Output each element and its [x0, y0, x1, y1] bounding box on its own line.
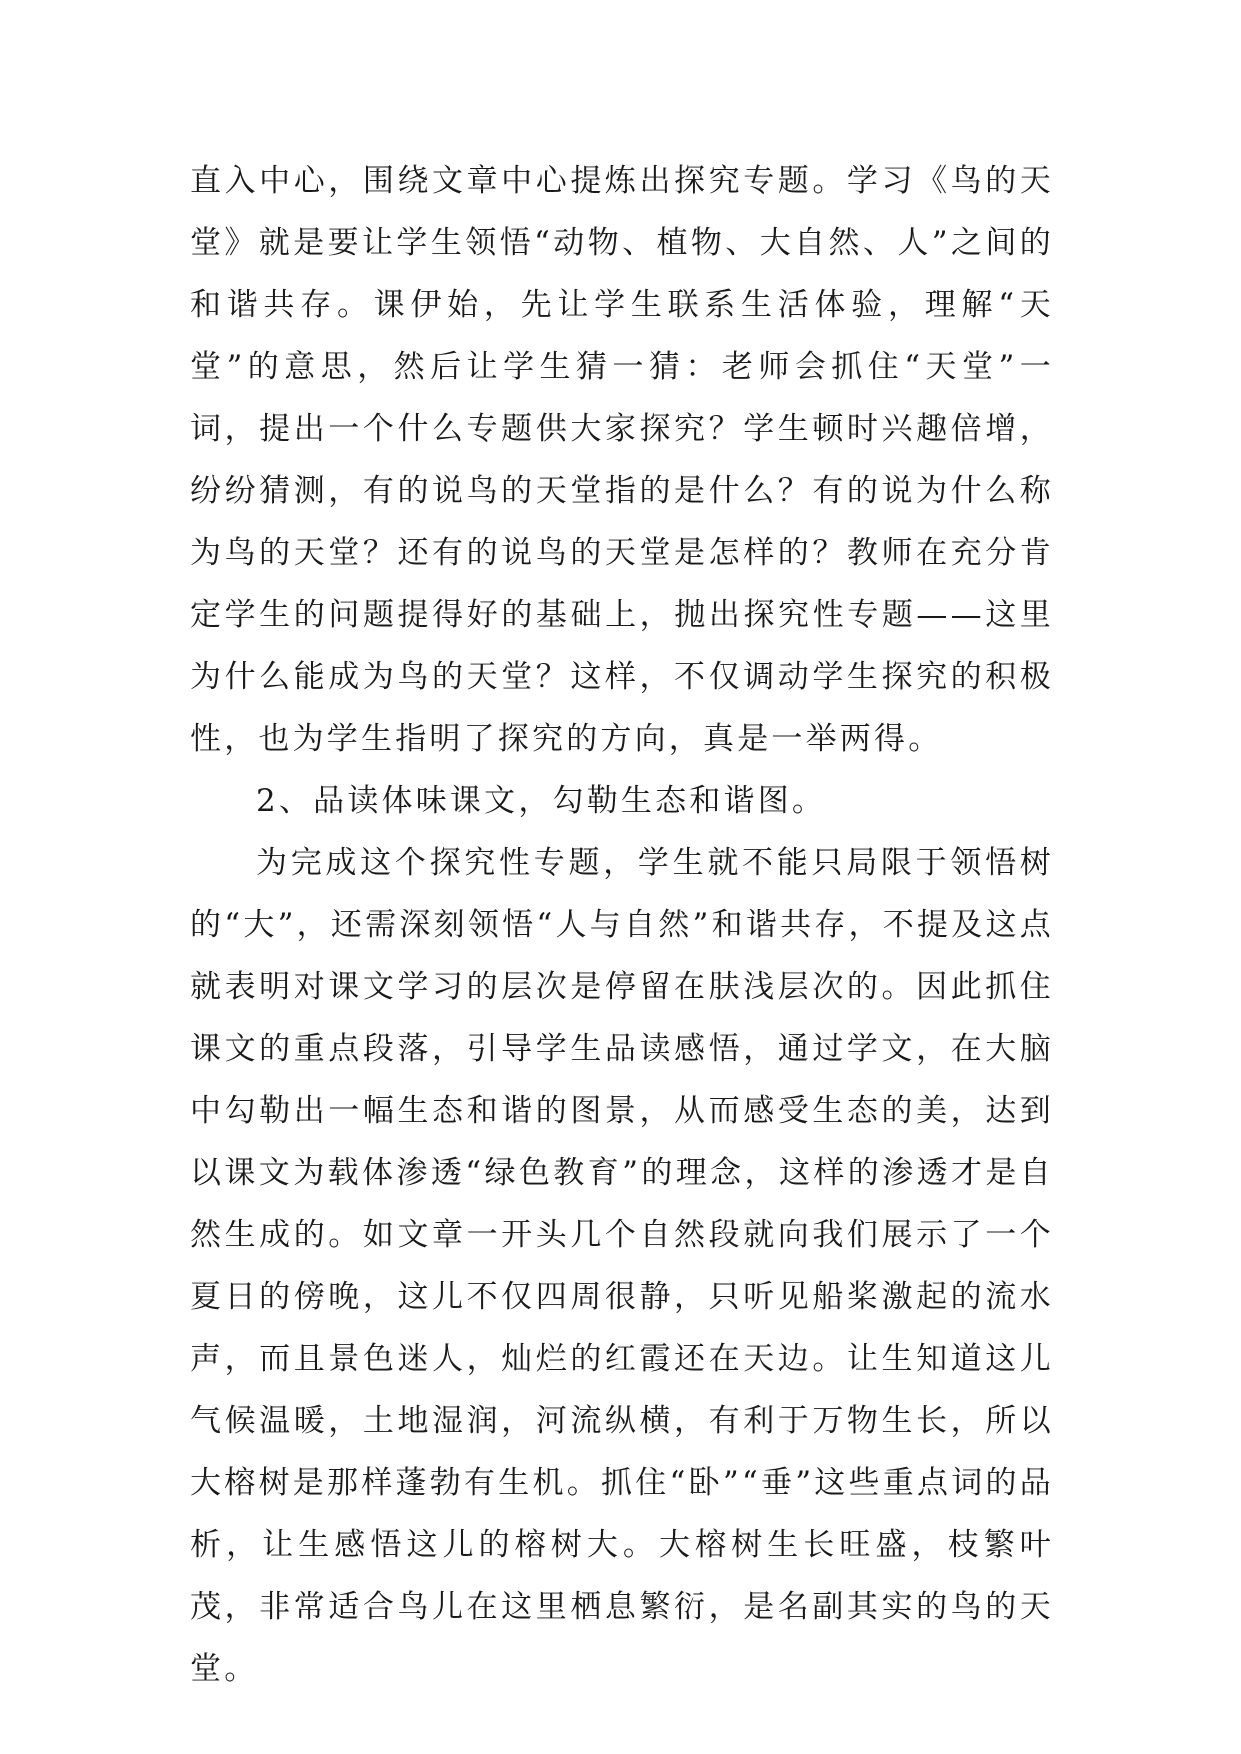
body-paragraph: 为完成这个探究性专题，学生就不能只局限于领悟树的“大”，还需深刻领悟“人与自然”和谐共存，不提及这点就表明对课文学习的层次是停留在肤浅层次的。因此抓住课文的重点段落，引导学生品读感悟，通过学文，在大脑中勾勒出一幅生态和谐的图景，从而感受生态的美，达到以课文为载体渗透“绿色教育”的理念，这样的渗透才是自然生成的。如文章一开头几个自然段就向我们展示了一个夏日的傍晚，这儿不仅四周很静，只听见船桨激起的流水声，而且景色迷人，灿烂的红霞还在天边。让生知道这儿气候温暖，土地湿润，河流纵横，有利于万物生长，所以大榕树是那样蓬勃有生机。抓住“卧”“垂”这些重点词的品析，让生感悟这儿的榕树大。大榕树生长旺盛，枝繁叶茂，非常适合鸟儿在这里栖息繁衍，是名副其实的鸟的天堂。	[190, 845, 1054, 1687]
document-page	[190, 150, 1054, 1700]
section-heading-2: 2、品读体味课文，勾勒生态和谐图。	[256, 783, 827, 819]
body-paragraph-continuation: 直入中心，围绕文章中心提炼出探究专题。学习《鸟的天堂》就是要让学生领悟“动物、植物、大自然、人”之间的和谐共存。课伊始，先让学生联系生活体验，理解“天堂”的意思，然后让学生猜一猜：老师会抓住“天堂”一词，提出一个什么专题供大家探究？学生顿时兴趣倍增，纷纷猜测，有的说鸟的天堂指的是什么？有的说为什么称为鸟的天堂？还有的说鸟的天堂是怎样的？教师在充分肯定学生的问题提得好的基础上，抛出探究性专题——这里为什么能成为鸟的天堂？这样，不仅调动学生探究的积极性，也为学生指明了探究的方向，真是一举两得。	[190, 163, 1054, 757]
